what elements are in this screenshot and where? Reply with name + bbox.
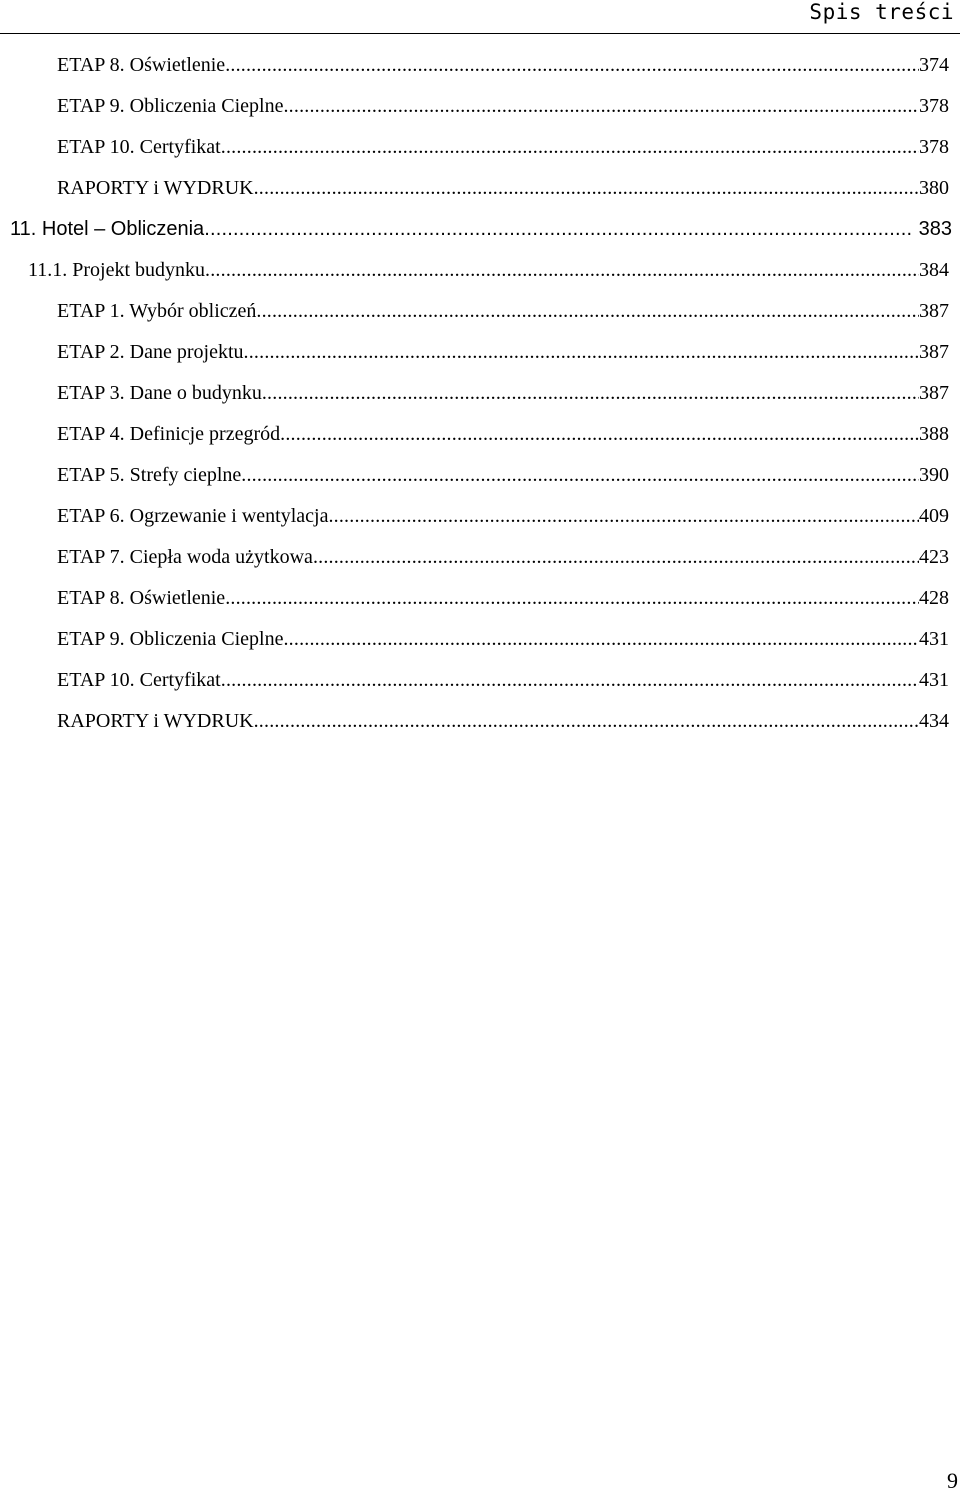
page-number: 9	[947, 1468, 958, 1493]
toc-entry[interactable]	[57, 378, 949, 408]
toc-entry[interactable]	[57, 706, 949, 736]
toc-leader-dots	[254, 706, 919, 736]
toc-leader-dots	[254, 173, 919, 203]
toc-entry-label: ETAP 9. Obliczenia Cieplne	[57, 628, 284, 650]
toc-entry-page: 374	[919, 54, 949, 76]
toc-entry[interactable]	[57, 132, 949, 162]
toc-entry-label: RAPORTY i WYDRUK	[57, 710, 254, 732]
toc-leader-dots	[283, 91, 919, 121]
toc-entry-label: RAPORTY i WYDRUK	[57, 177, 254, 199]
toc-chapter-entry[interactable]	[10, 214, 952, 244]
toc-entry-label: ETAP 8. Oświetlenie	[57, 54, 226, 76]
toc-entry-page: 378	[919, 95, 949, 117]
toc-entry-page: 431	[919, 628, 949, 650]
toc-entry-page: 384	[919, 259, 949, 281]
toc-entry[interactable]	[57, 173, 949, 203]
toc-entry-page: 390	[919, 464, 949, 486]
toc-leader-dots	[280, 419, 919, 449]
toc-entry-page: 428	[919, 587, 949, 609]
toc-entry-label: 11. Hotel – Obliczenia	[10, 218, 205, 240]
toc-entry-page: 434	[919, 710, 949, 732]
toc-entry-label: ETAP 8. Oświetlenie	[57, 587, 226, 609]
toc-entry-page: 380	[919, 177, 949, 199]
toc-leader-dots	[256, 296, 919, 326]
toc-entry-label: ETAP 6. Ogrzewanie i wentylacja	[57, 505, 329, 527]
toc-entry-page: 383	[918, 218, 952, 240]
toc-entry-page: 378	[919, 136, 949, 158]
toc-entry-page: 387	[919, 300, 949, 322]
toc-entry[interactable]	[57, 50, 949, 80]
running-header-title: Spis treści	[809, 0, 954, 24]
toc-leader-dots	[328, 501, 919, 531]
toc-leader-dots	[244, 337, 919, 367]
toc-entry-label: ETAP 2. Dane projektu	[57, 341, 244, 363]
toc-entry-page: 431	[919, 669, 949, 691]
toc-entry[interactable]	[57, 91, 949, 121]
toc-entry[interactable]	[57, 583, 949, 613]
toc-entry[interactable]	[57, 501, 949, 531]
toc-entry-label: ETAP 9. Obliczenia Cieplne	[57, 95, 284, 117]
toc-entry-page: 409	[919, 505, 949, 527]
toc-entry-page: 423	[919, 546, 949, 568]
toc-entry-label: ETAP 10. Certyfikat	[57, 136, 221, 158]
toc-leader-dots	[225, 583, 919, 613]
toc-entry-label: 11.1. Projekt budynku	[28, 259, 206, 281]
toc-entry-page: 387	[919, 341, 949, 363]
toc-entry-label: ETAP 5. Strefy cieplne	[57, 464, 242, 486]
toc-entry[interactable]	[57, 460, 949, 490]
toc-entry-page: 388	[919, 423, 949, 445]
toc-leader-dots	[205, 255, 919, 285]
toc-leader-dots	[225, 50, 919, 80]
toc-entry[interactable]	[57, 296, 949, 326]
toc-leader-dots	[221, 665, 919, 695]
toc-entry[interactable]	[57, 665, 949, 695]
toc-leader-dots	[313, 542, 919, 572]
toc-entry-label: ETAP 10. Certyfikat	[57, 669, 221, 691]
toc-entry[interactable]	[57, 419, 949, 449]
toc-leader-dots	[241, 460, 919, 490]
toc-entry[interactable]	[57, 542, 949, 572]
toc-entry-label: ETAP 7. Ciepła woda użytkowa	[57, 546, 313, 568]
toc-entry-label: ETAP 4. Definicje przegród	[57, 423, 281, 445]
toc-entry-label: ETAP 3. Dane o budynku	[57, 382, 262, 404]
toc-leader-dots	[283, 624, 919, 654]
toc-entry-page: 387	[919, 382, 949, 404]
header-rule	[0, 33, 960, 34]
toc-leader-dots	[221, 132, 919, 162]
toc-entry-label: ETAP 1. Wybór obliczeń	[57, 300, 257, 322]
toc-leader-dots	[204, 214, 912, 244]
toc-leader-dots	[262, 378, 919, 408]
toc-entry[interactable]	[57, 337, 949, 367]
toc-section-entry[interactable]	[28, 255, 949, 285]
toc-entry[interactable]	[57, 624, 949, 654]
